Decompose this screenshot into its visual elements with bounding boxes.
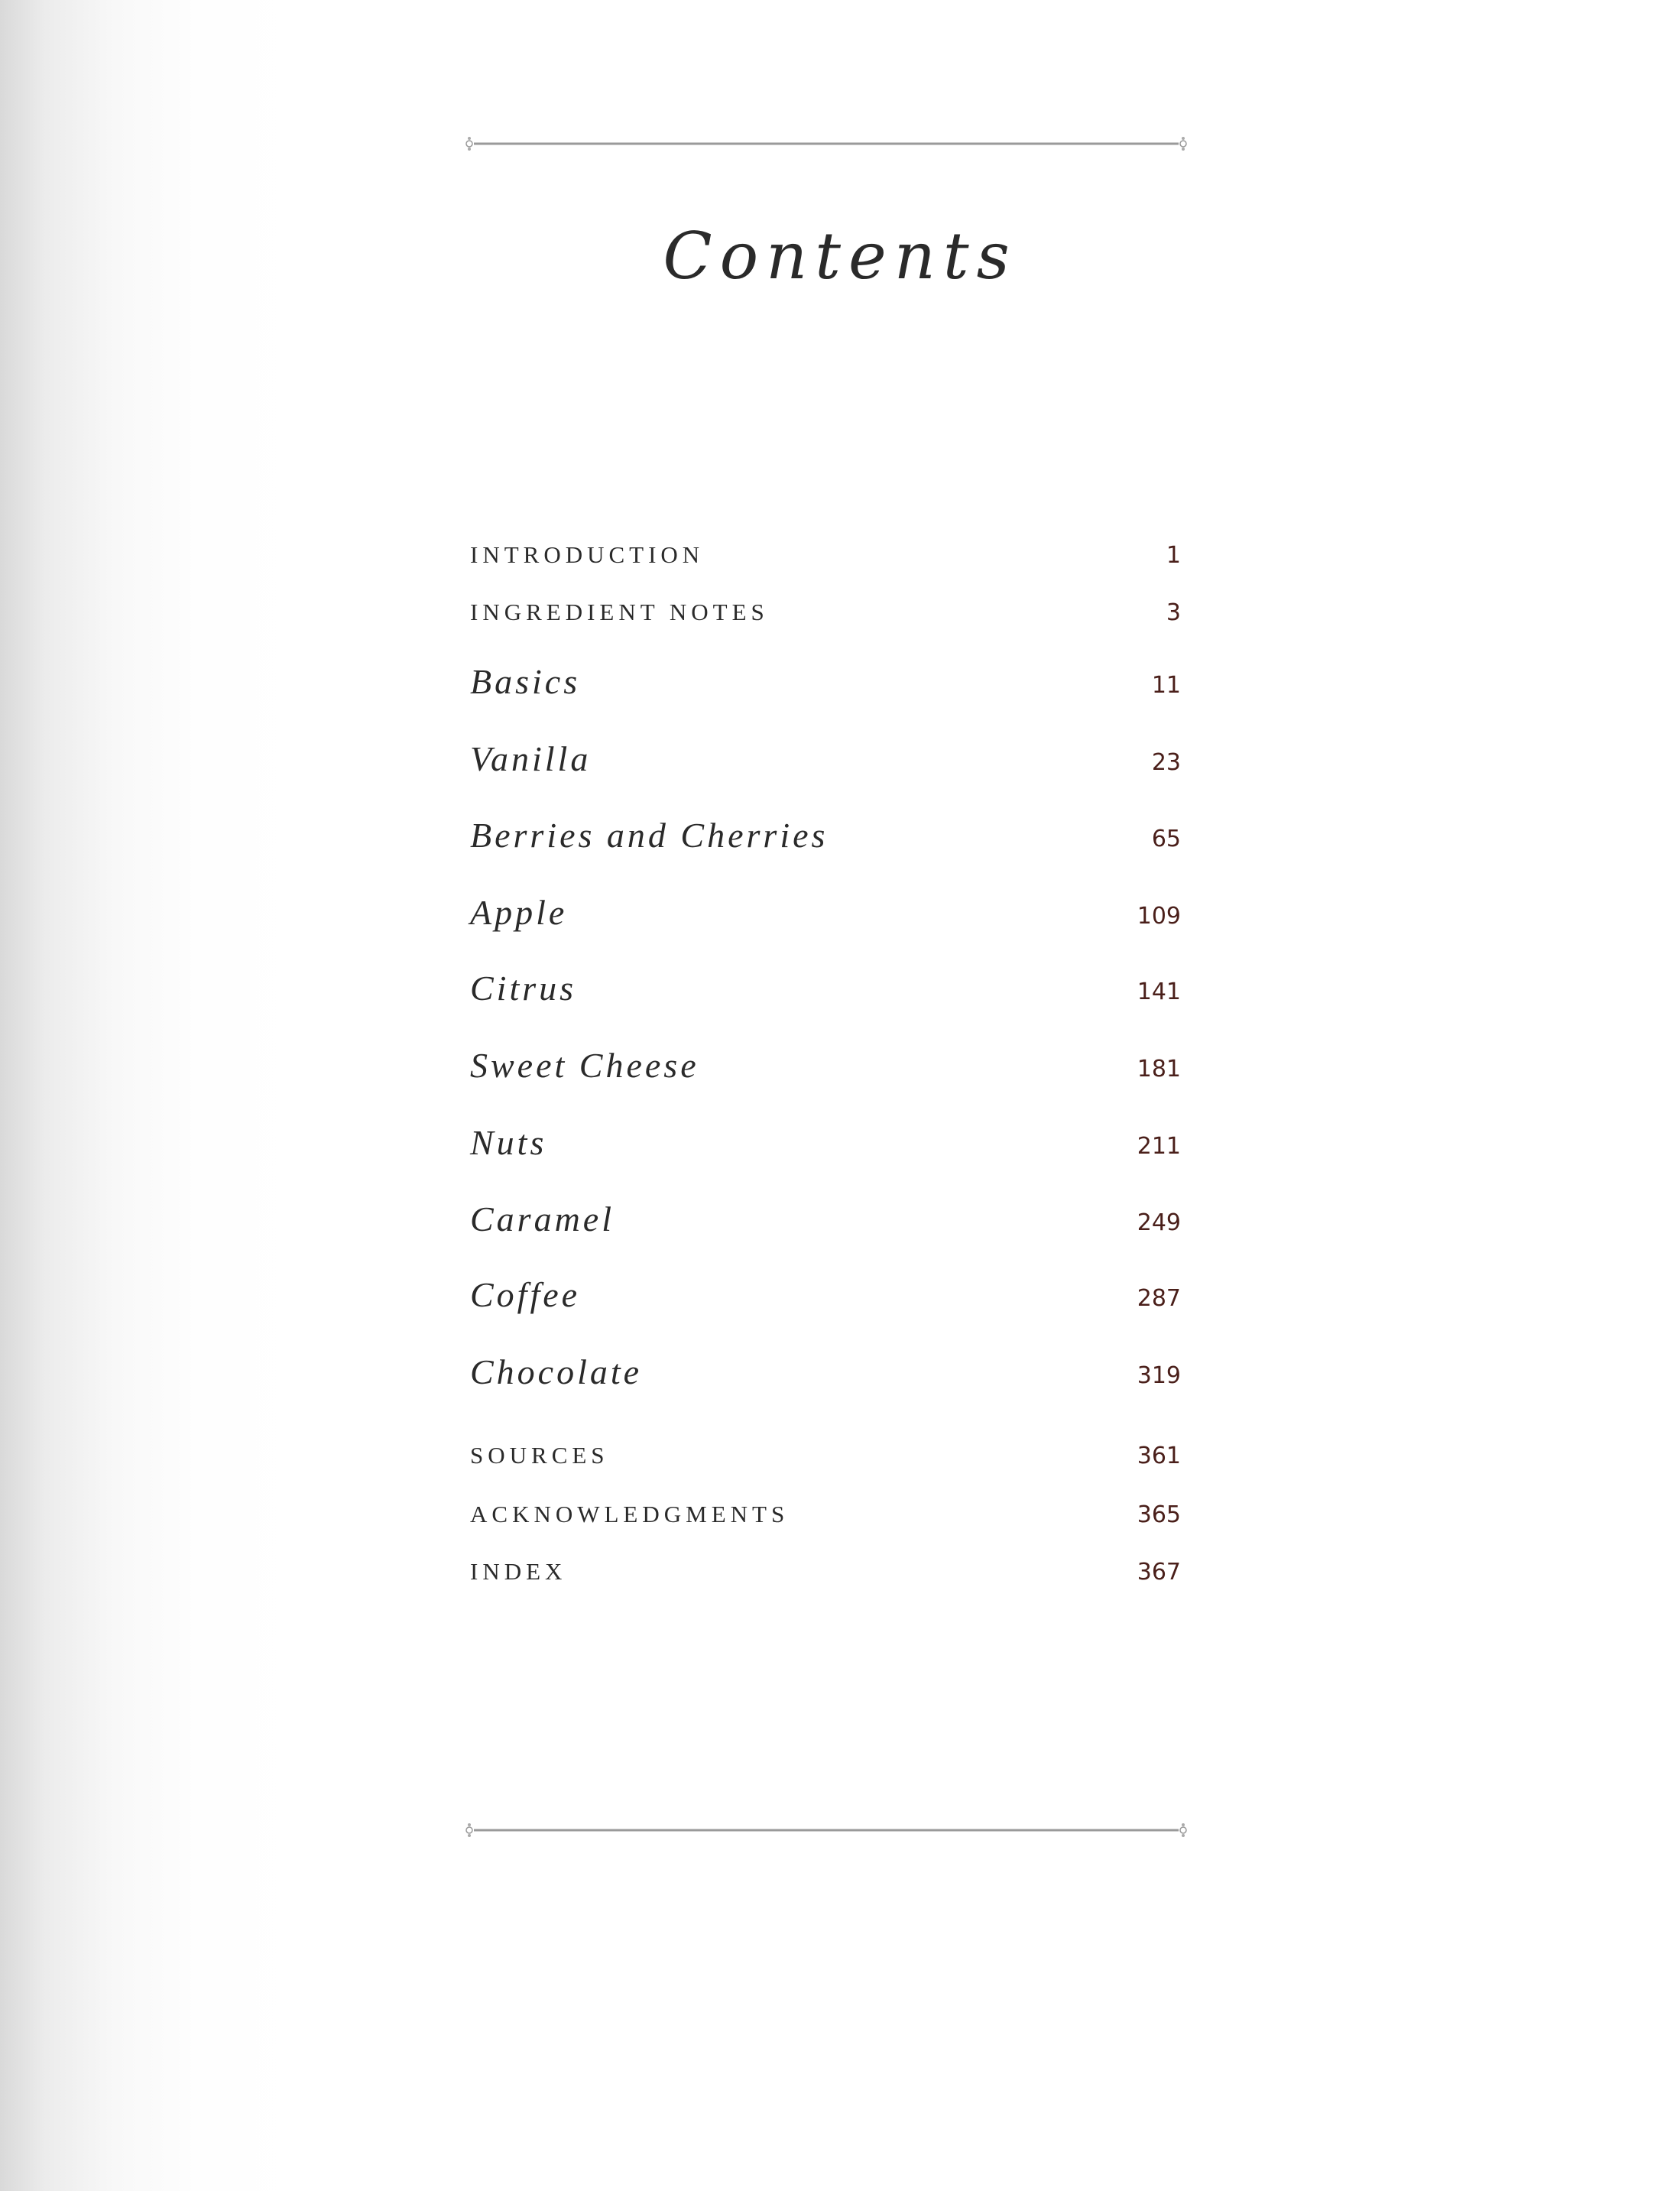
toc-entry [470,585,1181,631]
toc-entry-title: Apple [470,893,568,932]
toc-entry-title: Chocolate [470,1352,643,1391]
toc-entry-title: Basics [470,662,581,701]
toc-entry-page-number: 65 [1151,826,1181,852]
toc-entry-page-number: 319 [1137,1362,1181,1389]
toc-entry-page-number: 365 [1137,1501,1181,1528]
toc-entry-page-number: 181 [1137,1056,1181,1083]
toc-entry [470,735,1181,781]
toc-entry-page-number: 367 [1137,1559,1181,1586]
toc-entry [470,1544,1181,1590]
toc-entry [470,1428,1181,1474]
toc-entry-title: Vanilla [470,739,592,778]
page-title: Contents [663,219,1017,294]
toc-entry [470,1041,1181,1087]
toc-entry [470,1348,1181,1394]
toc-entry-title: Nuts [470,1123,547,1162]
toc-entry-title: ACKNOWLEDGMENTS [470,1501,790,1527]
toc-entry-page-number: 3 [1166,599,1181,626]
toc-entry-title: SOURCES [470,1442,609,1469]
toc-entry-page-number: 211 [1137,1133,1181,1160]
top-ornamental-rule [463,136,1189,151]
toc-entry-page-number: 287 [1137,1285,1181,1312]
toc-entry-title: Sweet Cheese [470,1046,699,1085]
toc-entry-title: INGREDIENT NOTES [470,599,769,625]
toc-entry-title: Berries and Cherries [470,816,829,855]
bottom-ornamental-rule [463,1823,1189,1838]
toc-entry [470,1487,1181,1533]
toc-entry [470,1195,1181,1241]
toc-entry-page-number: 23 [1151,749,1181,776]
toc-entry-page-number: 109 [1137,903,1181,930]
toc-entry [470,1118,1181,1164]
toc-entry-page-number: 361 [1137,1443,1181,1469]
toc-entry-title: INDEX [470,1558,567,1585]
toc-entry-page-number: 249 [1137,1209,1181,1236]
toc-entry-page-number: 141 [1137,979,1181,1005]
toc-entry [470,657,1181,703]
toc-entry-page-number: 11 [1151,672,1181,699]
toc-entry [470,964,1181,1010]
toc-entry-title: Coffee [470,1275,581,1314]
toc-entry-title: INTRODUCTION [470,541,705,568]
toc-entry [470,888,1181,934]
toc-entry [470,527,1181,573]
toc-entry-page-number: 1 [1166,542,1181,569]
toc-entry-title: Citrus [470,969,577,1008]
toc-entry-title: Caramel [470,1199,615,1238]
toc-entry [470,1271,1181,1316]
toc-entry [470,811,1181,857]
